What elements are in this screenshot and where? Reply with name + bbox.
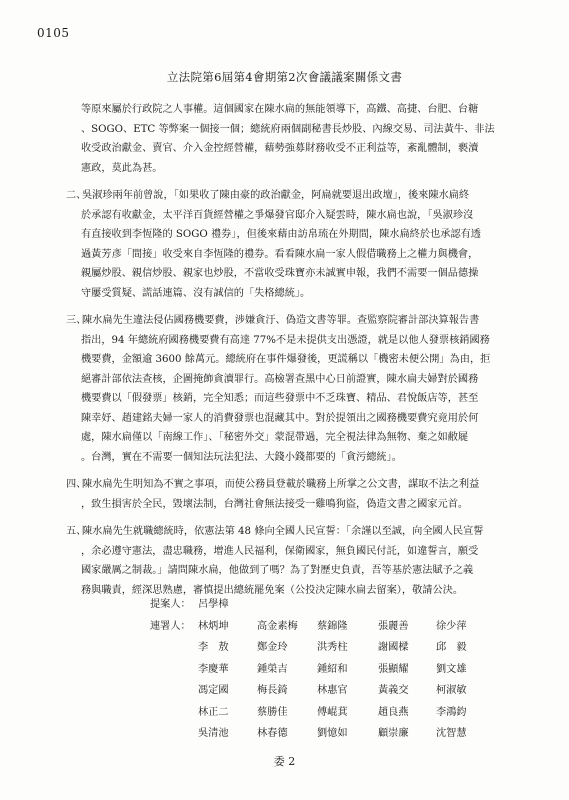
line-text: 處，陳水扁僅以「南線工作」、「秘密外交」蒙混帶過，完全視法律為無物、棄之如敝屣 [81,432,469,443]
text-line [42,409,547,429]
cosigner-name: 李慶華 [198,663,229,675]
line-text: 陳幸妤、趙建銘夫婦一家人的消費發票也混藏其中。對於提領出之國務機要費究竟用於何 [81,412,479,424]
cosigner-name: 馮定國 [198,685,229,696]
cosigner-name: 傅崐萁 [317,706,348,718]
list-item-start [42,522,547,542]
cosigner-name: 洪秀柱 [317,642,348,653]
text-line [42,159,547,179]
text-line [42,331,547,351]
cosigner-name: 林惠官 [317,685,348,696]
cosigner-name: 吳清池 [198,728,229,739]
line-text: 有直接收到李恆隆的 SOGO 禮券」，但後來藉由訪帛琉在外期間，陳水扁終於也承認有透 [81,229,481,240]
line-text: 絕審計部依法查核，企圖掩飾貪瀆罪行。高檢署查黑中心日前證實，陳水扁夫婦對於國務 [81,373,479,385]
cosigner-name: 謝國樑 [378,642,409,653]
cosigner-label: 連署人： [150,620,191,632]
list-marker: 二、 [66,190,87,201]
document-body [42,100,547,600]
text-line [42,245,547,265]
line-text: 陳水扁先生違法侵佔國務機要費，涉嫌貪汙、偽造文書等罪。查監察院審計部決算報告書 [82,315,480,326]
line-text: 指出，94 年總統府國務機要費有高達 77%不是未提供支出憑證，就是以他人發票核銷國務 [81,334,490,346]
line-text: 機要費以「假發票」核銷，完全知悉；而這些發票中不乏珠寶、精品、君悅飯店等，甚至 [81,393,479,404]
cosigner-name: 林春德 [257,728,288,739]
line-text: 陳水扁先生就職總統時，依憲法第 48 條向全國人民宣誓：「余謹以至誠，向全國人民宣誓 [82,526,484,537]
text-line [42,139,547,159]
cosigner-name: 高金素梅 [257,620,298,632]
line-text: 務與職責，經深思熟慮，審慎提出總統罷免案（公投決定陳水扁去留案），敬請公決。 [81,584,464,596]
cosigner-name: 張麗善 [378,620,409,632]
text-line [42,284,547,304]
cosigner-name: 劉憶如 [317,728,348,739]
proposer-label: 提案人： [150,599,191,610]
text-line [42,581,547,601]
cosigner-name: 鍾榮吉 [257,663,288,675]
text-line [42,428,547,448]
text-line [42,370,547,390]
cosigner-name: 劉文雄 [436,663,467,675]
cosigner-name: 顧崇廉 [378,728,409,739]
cosigner-name: 柯淑敏 [436,685,467,696]
cosigner-name: 李鴻鈞 [436,706,467,718]
line-text: 親屬炒股、親信炒股、親家也炒股，不當收受珠寶亦未誠實申報，我們不需要一個品德操 [81,268,479,279]
proposer-name: 呂學樟 [198,599,229,610]
text-line [42,350,547,370]
line-text: 過黃芳彥「間接」收受來自李恆隆的禮券。看看陳水扁一家人假借職務上之權力與機會， [81,248,479,260]
line-text: 國家嚴厲之制裁。」請問陳水扁，他做到了嗎？為了對歷史負責，吾等基於憲法賦予之義 [81,565,474,576]
cosigner-name: 蔡勝佳 [257,706,288,718]
text-line [42,561,547,581]
list-item-start [42,311,547,331]
cosigner-name: 邱 毅 [436,642,467,653]
line-text: 於承認有收獻金，太平洋百貨經營權之爭爆發官邸介入疑雲時，陳水扁也說，「吳淑珍沒 [81,209,474,221]
page-number: 0105 [37,26,70,40]
text-line [42,495,547,515]
list-marker: 五、 [66,526,87,537]
line-text: 。台灣，實在不需要一個知法玩法犯法、大錢小錢都要的「貪污總統」。 [81,451,402,463]
cosigner-name: 李 敖 [198,642,229,653]
line-text: ，致生損害於全民，毀壞法制，台灣社會無法接受一雞鳴狗盜，偽造文書之國家元首。 [81,498,469,510]
list-item-start [42,186,547,206]
line-text: 陳水扁先生明知為不實之事項，而使公務員登載於職務上所掌之公文書，謀取不法之利益 [82,479,480,490]
line-text: 吳淑珍兩年前曾說，「如果收了陳由豪的政治獻金，阿扁就要退出政壇」，後來陳水扁終 [82,190,470,201]
cosigner-name: 沈智慧 [436,728,467,739]
cosigner-name: 黃義交 [378,685,409,696]
text-line [42,120,547,140]
cosigner-name: 張顯耀 [378,663,409,675]
text-line [42,100,547,120]
cosigner-name: 蔡錦隆 [317,620,348,632]
text-line [42,542,547,562]
list-marker: 四、 [66,479,87,490]
cosigner-name: 鍾紹和 [317,663,348,675]
text-line [42,448,547,468]
cosigner-name: 林正二 [198,706,229,718]
line-text: 、SOGO、ETC 等弊案一個接一個；總統府兩個副秘書長炒股、內線交易、司法黃牛、非法 [81,123,495,135]
line-text: ，余必遵守憲法，盡忠職務，增進人民福利，保衛國家，無負國民付託，如違誓言，願受 [81,545,479,557]
cosigner-name: 徐少萍 [436,620,467,632]
cosigner-name: 趙良燕 [378,706,409,718]
cosigner-name: 林炳坤 [198,620,229,632]
line-text: 等原來屬於行政院之人事權。這個國家在陳水扁的無能領導下，高鐵、高捷、台肥、台糖 [81,104,479,115]
document-title: 立法院第6屆第4會期第2次會議議案關係文書 [166,70,403,84]
line-text: 機要費，金額逾 3600 餘萬元。總統府在事件爆發後，更謊稱以「機密未便公開」為由，拒 [81,354,491,365]
cosigner-name: 梅長錡 [257,685,288,696]
line-text: 收受政治獻金、賣官、介入金控經營權，藉勢強募財務收受不正利益等，紊亂體制，褻瀆 [81,143,479,154]
text-line [42,225,547,245]
text-line [42,389,547,409]
page-footer: 委 2 [273,755,296,768]
list-marker: 三、 [66,315,87,326]
line-text: 憲政，莫此為甚。 [81,162,163,174]
list-item-start [42,475,547,495]
text-line [42,206,547,226]
line-text: 守屢受質疑、謊話連篇、沒有誠信的「失格總統」。 [81,287,311,299]
text-line [42,264,547,284]
cosigner-name: 鄭金玲 [257,642,288,653]
